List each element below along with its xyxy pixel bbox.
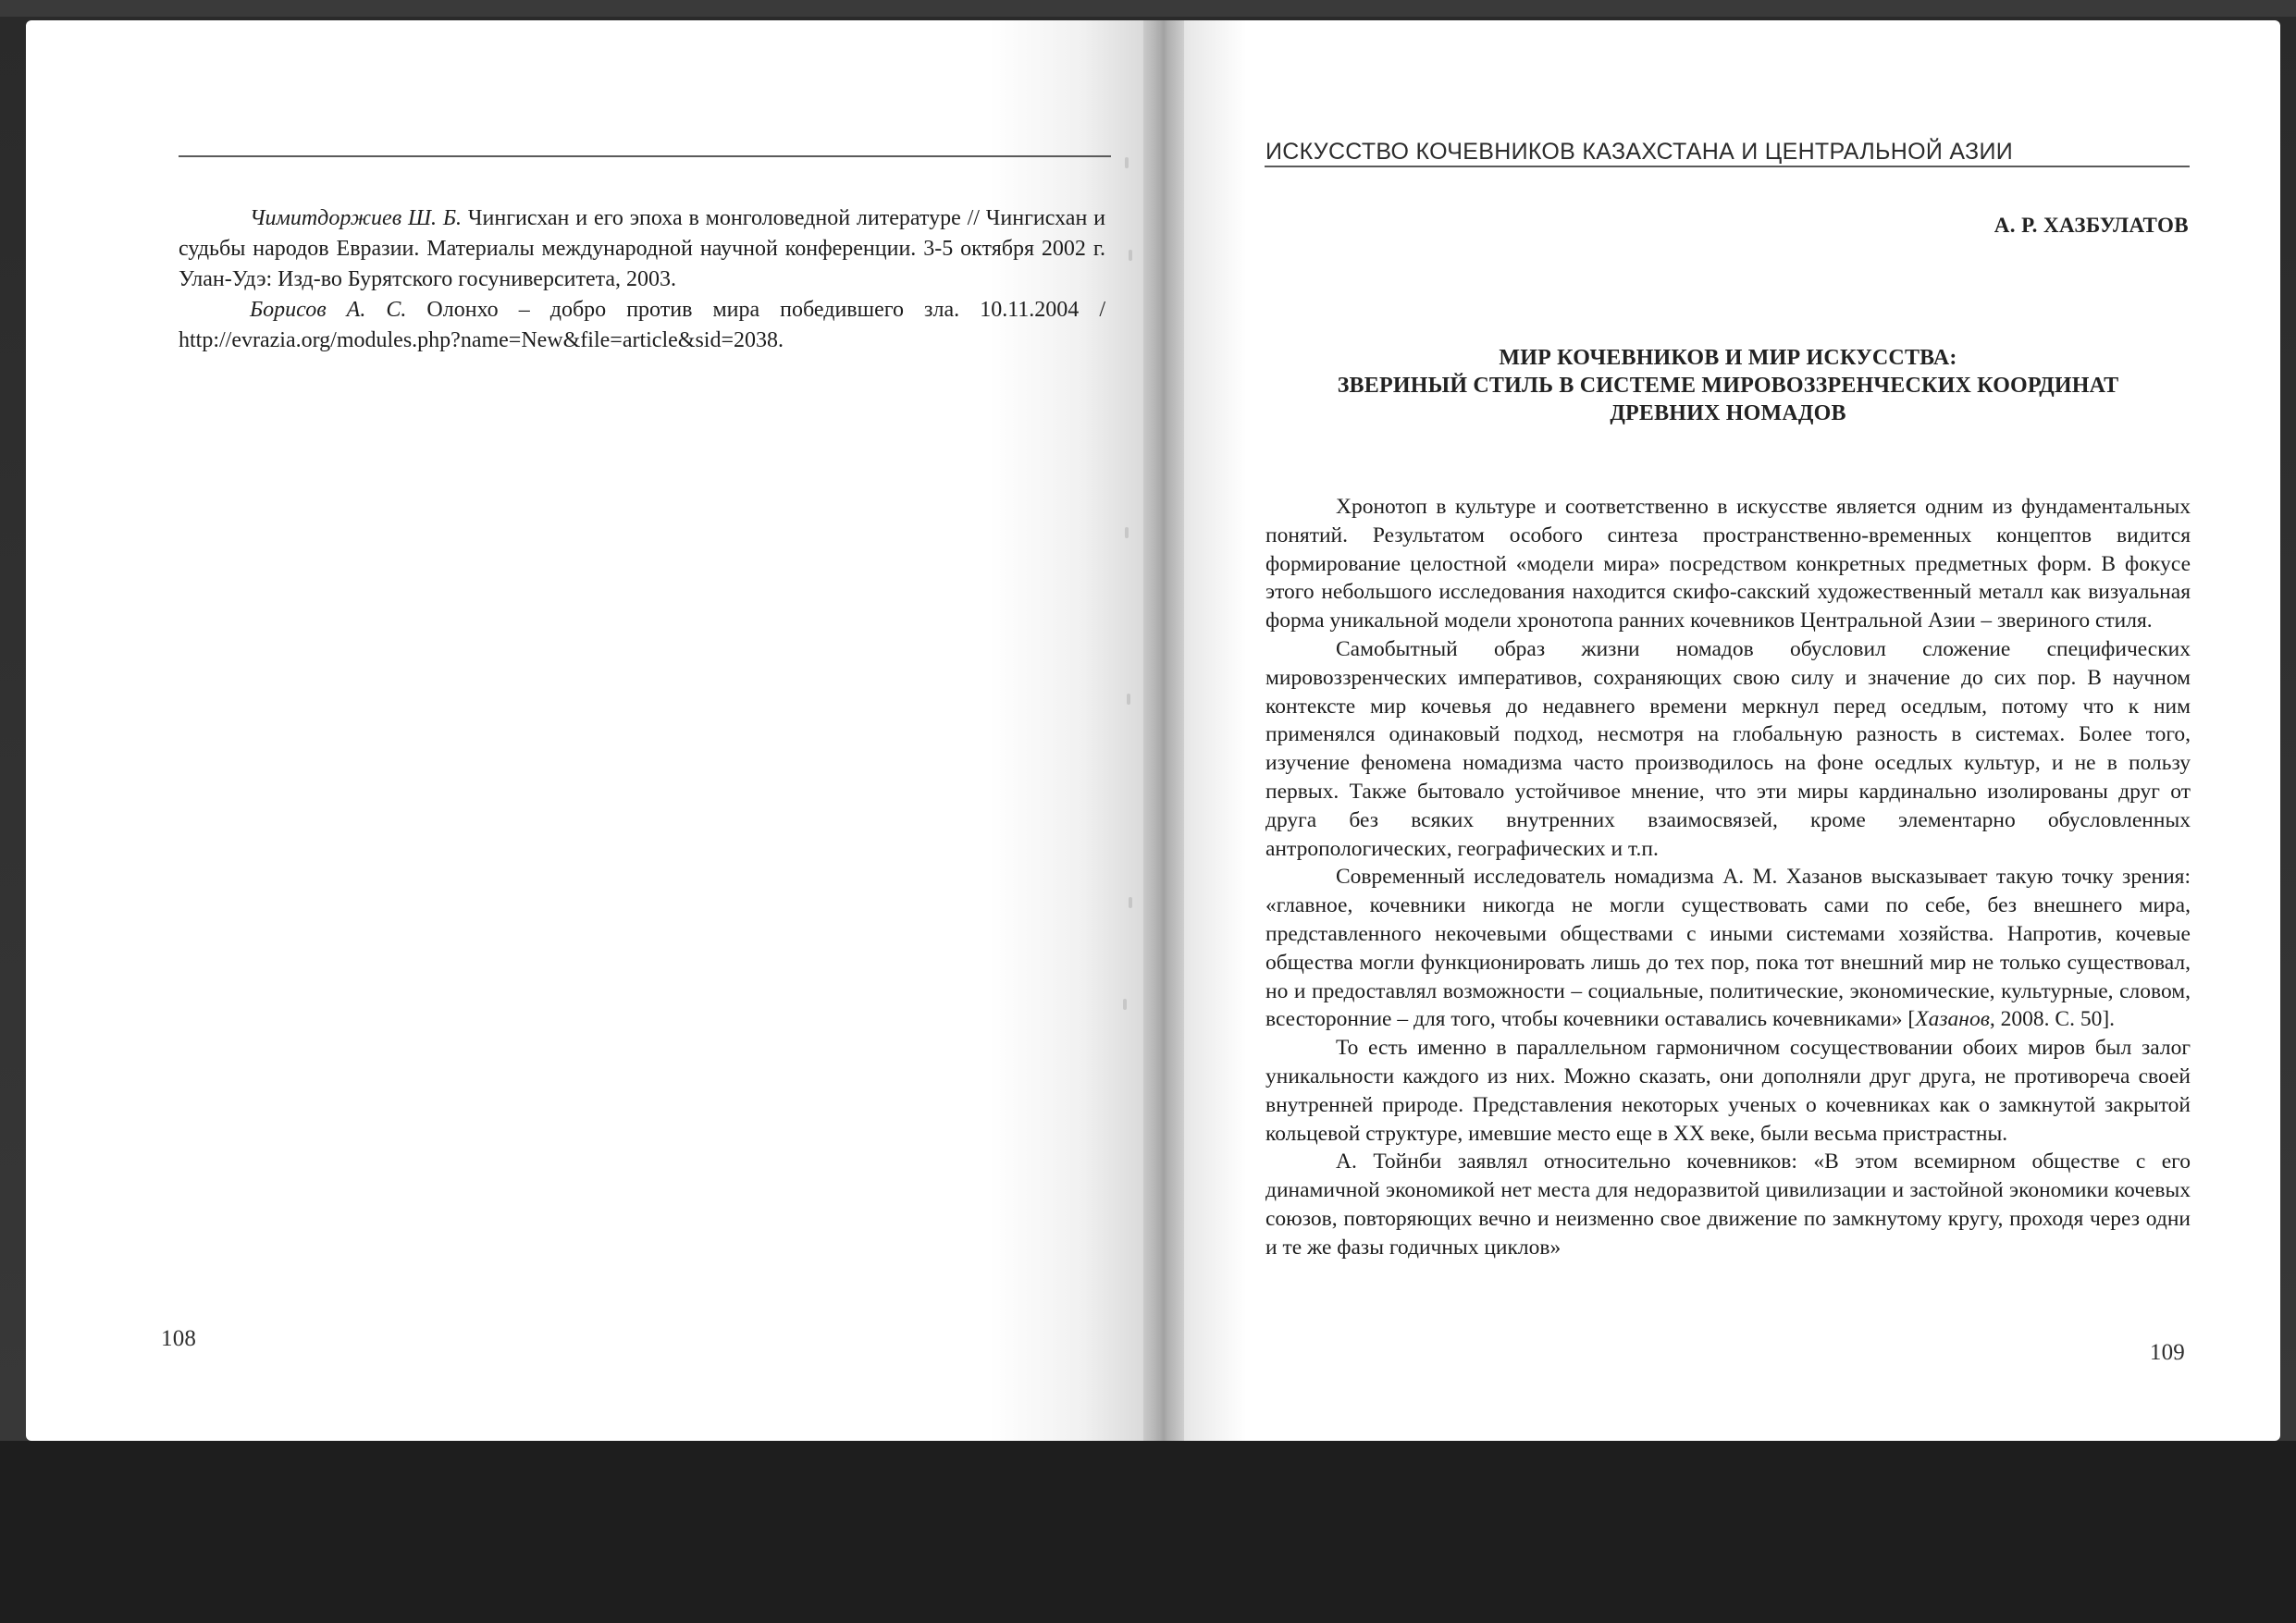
reference-author: Борисов А. С. <box>250 298 407 322</box>
body-paragraph: А. Тойнби заявлял относительно кочевников: «В этом всемирном обществе с его динамичной экономикой нет места для недоразвитой цивилизации и застойной экономики кочевых союзов, повторяющих вечно и неизменно свое движение по замкнутому кругу, проходя через одни и те же фазы годичных циклов» <box>1265 1150 2191 1260</box>
reference-text: Олонхо – добро против мира победившего зла. 10.11.2004 / http://evrazia.org/modules.php?name=New&file=article&sid=2038. <box>179 298 1106 352</box>
bleed-through-mark <box>1127 694 1130 705</box>
page-number: 108 <box>161 1326 197 1351</box>
left-page <box>26 20 1173 1441</box>
title-line: ЗВЕРИНЫЙ СТИЛЬ В СИСТЕМЕ МИРОВОЗЗРЕНЧЕСКИХ КООРДИНАТ <box>1337 374 2119 398</box>
right-page <box>1156 20 2280 1441</box>
body-paragraph: Хронотоп в культуре и соответственно в искусстве является одним из фундаментальных понятий. Результатом особого синтеза пространственно-временных концептов видится формирование целостной «модели мира» посредством конкретных предметных форм. В фокусе этого небольшого исследования находится скифо-сакский художественный металл как визуальная форма уникальной модели хронотопа ранних кочевников Центральной Азии – звериного стиля. <box>1265 495 2191 633</box>
article-body <box>1265 493 2191 1262</box>
page-number: 109 <box>2149 1340 2185 1365</box>
article-title <box>1265 344 2191 427</box>
body-paragraph: То есть именно в параллельном гармоничном сосуществовании обоих миров был залог уникальности каждого из них. Можно сказать, они дополняли друг друга, не противореча своей внутренней природе. Представления некоторых ученых о кочевниках как о замкнутой закрытой кольцевой структуре, имевшие место еще в XX веке, были весьма пристрастны. <box>1265 1036 2191 1146</box>
left-page-header-rule <box>179 155 1111 157</box>
reference-author: Чимитдоржиев Ш. Б. <box>250 206 463 230</box>
reference-list <box>179 203 1105 356</box>
bleed-through-mark <box>1123 999 1127 1010</box>
citation-author: Хазанов <box>1915 1007 1990 1032</box>
bleed-through-mark <box>1129 250 1132 261</box>
body-paragraph-text: Современный исследователь номадизма А. М. Хазанов высказывает такую точку зрения: «главное, кочевники никогда не могли существовать сами по себе, без внешнего мира, представленного некочевыми обществами с иными системами хозяйства. Напротив, кочевые общества могли функционировать лишь до тех пор, пока тот внешний мир не только существовал, но и предоставлял возможности – социальные, политические, экономические, культурные, словом, всесторонние – для того, чтобы кочевники оставались кочевниками» [ <box>1265 865 2191 1032</box>
article-author: А. Р. ХАЗБУЛАТОВ <box>1994 214 2189 237</box>
bleed-through-mark <box>1125 527 1129 538</box>
title-line: МИР КОЧЕВНИКОВ И МИР ИСКУССТВА: <box>1499 346 1957 370</box>
scanner-bottom-edge <box>0 1441 2296 1623</box>
bleed-through-mark <box>1125 157 1129 168</box>
reference-item <box>179 203 1105 295</box>
scanner-top-edge <box>0 0 2296 17</box>
book-spine <box>1143 20 1184 1441</box>
right-page-header-rule <box>1265 166 2190 167</box>
body-paragraph <box>1265 863 2191 1034</box>
body-paragraph: Самобытный образ жизни номадов обусловил сложение специфических мировоззренческих императивов, сохраняющих свою силу и значение до сих пор. В научном контексте мир кочевья до недавнего времени меркнул перед оседлым, потому что к ним применялся одинаковый подход, несмотря на глобальную разность в системах. Более того, изучение феномена номадизма часто производилось на фоне оседлых культур, и не в пользу первых. Также бытовало устойчивое мнение, что эти миры кардинально изолированы друг от друга без всяких внутренних взаимосвязей, кроме элементарно обусловленных антропологических, географических и т.п. <box>1265 636 2191 861</box>
running-head: ИСКУССТВО КОЧЕВНИКОВ КАЗАХСТАНА И ЦЕНТРАЛЬНОЙ АЗИИ <box>1265 139 2013 165</box>
reference-text: Чингисхан и его эпоха в монголоведной литературе // Чингисхан и судьбы народов Евразии. Материалы международной научной конференции. 3-5 октября 2002 г. Улан-Удэ: Изд-во Бурятского госуниверситета, 2003. <box>179 206 1105 291</box>
reference-item <box>179 295 1105 356</box>
citation-rest: , 2008. С. 50]. <box>1989 1007 2116 1032</box>
bleed-through-mark <box>1129 897 1132 908</box>
title-line: ДРЕВНИХ НОМАДОВ <box>1610 401 1846 425</box>
